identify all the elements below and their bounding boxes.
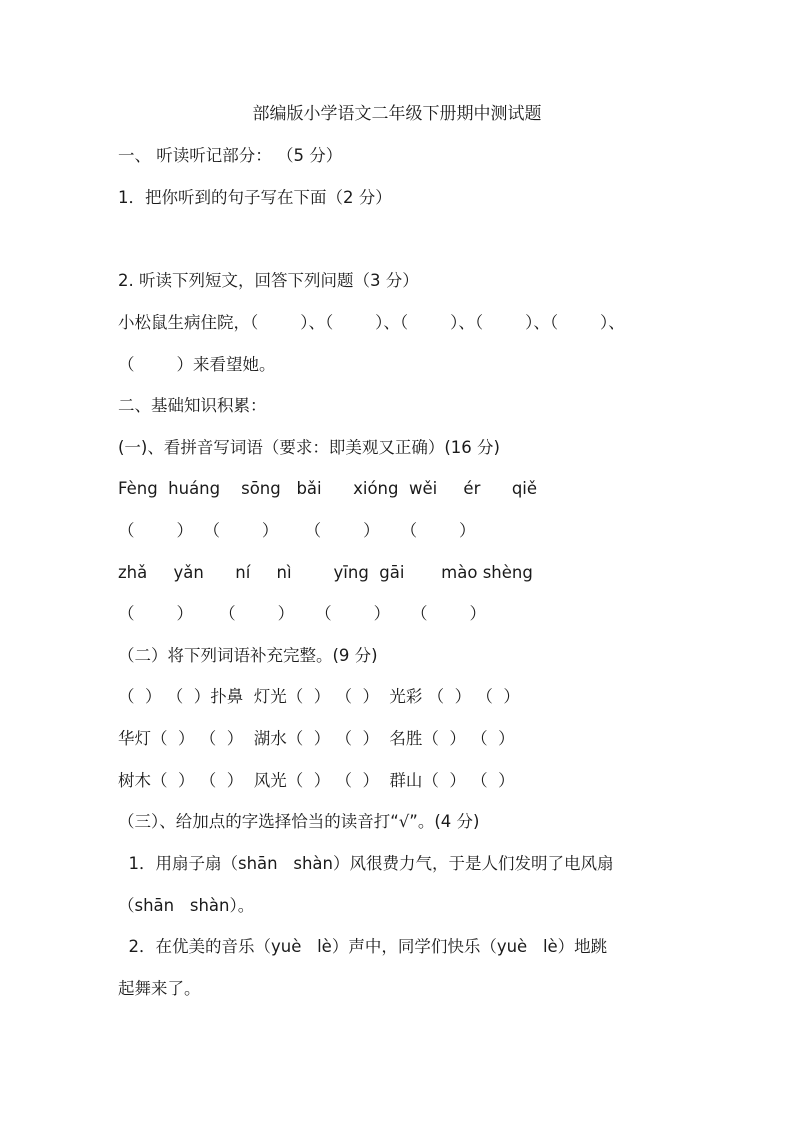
question-1-1: 1．把你听到的句子写在下面（2 分） bbox=[118, 188, 392, 207]
pinyin-row-1: Fèng huáng sōng bǎi xióng wěi ér qiě bbox=[118, 479, 538, 498]
question-1-2: 2. 听读下列短文，回答下列问题（3 分） bbox=[118, 271, 419, 290]
blank-row-2: （ ） （ ） （ ） （ ） bbox=[118, 604, 487, 623]
word-row-1: （ ） （ ）扑鼻 灯光（ ） （ ） 光彩 （ ） （ ） bbox=[118, 687, 520, 706]
part-3-q2-line-1: 2．在优美的音乐（yuè lè）声中，同学们快乐（yuè lè）地跳 bbox=[118, 937, 608, 956]
pinyin-row-2: zhǎ yǎn ní nì yīng gāi mào shèng bbox=[118, 563, 533, 582]
part-3-q2-line-2: 起舞来了。 bbox=[118, 979, 201, 998]
page-title: 部编版小学语文二年级下册期中测试题 bbox=[252, 104, 542, 124]
blank-row-1: （ ） （ ） （ ） （ ） bbox=[118, 521, 476, 540]
section-2-heading: 二、基础知识积累： bbox=[118, 396, 267, 415]
question-1-2-line-2: （ ）来看望她。 bbox=[118, 355, 276, 374]
question-1-2-line-1: 小松鼠生病住院，（ ）、（ ）、（ ）、（ ）、（ ）、 bbox=[118, 313, 625, 332]
part-1-heading: (一)、看拼音写词语（要求：即美观又正确）(16 分) bbox=[118, 438, 500, 457]
part-3-heading: （三）、给加点的字选择恰当的读音打“√”。(4 分) bbox=[118, 812, 480, 831]
part-3-q1-line-1: 1．用扇子扇（shān shàn）风很费力气，于是人们发明了电风扇 bbox=[118, 854, 614, 873]
word-row-2: 华灯（ ） （ ） 湖水（ ） （ ） 名胜（ ） （ ） bbox=[118, 729, 515, 748]
part-2-heading: （二）将下列词语补充完整。(9 分) bbox=[118, 646, 378, 665]
word-row-3: 树木（ ） （ ） 风光（ ） （ ） 群山（ ） （ ） bbox=[118, 771, 515, 790]
part-3-q1-line-2: （shān shàn）。 bbox=[118, 896, 255, 915]
section-1-heading: 一、 听读听记部分： （5 分） bbox=[118, 146, 343, 165]
